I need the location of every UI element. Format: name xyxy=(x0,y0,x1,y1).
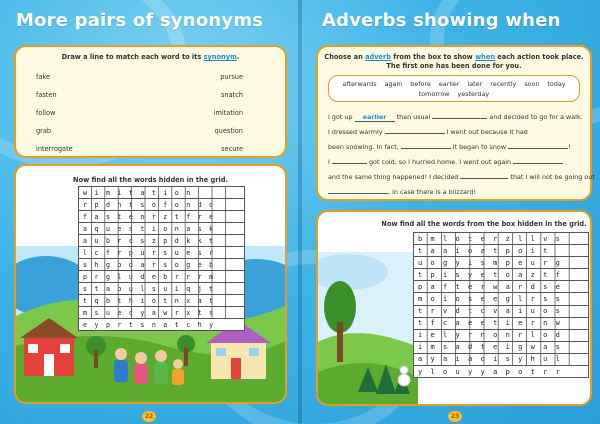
grid-row-letters[interactable]: eyprtsnatchy xyxy=(79,319,245,331)
word-box-item: soon xyxy=(524,80,540,88)
grid-row xyxy=(79,247,245,259)
adverb-word-box xyxy=(328,75,580,102)
grid-row xyxy=(79,235,245,247)
grid-row xyxy=(79,211,245,223)
grid-row xyxy=(79,187,245,199)
match-word[interactable]: follow xyxy=(36,109,56,117)
sentence-line: I got up earlier than usual and decided to go for a walk. xyxy=(328,113,583,121)
grid-row xyxy=(414,353,589,365)
grid-row xyxy=(414,269,589,281)
grid-row-letters[interactable]: tfcaeetiernw xyxy=(414,317,589,329)
sentence-line: and the same thing happened! I decided that I will not be going out xyxy=(328,173,595,181)
left-wordsearch-card xyxy=(14,164,287,404)
grid-row-letters[interactable]: taaioatpoit xyxy=(414,245,589,257)
right-grid-instruction: Now find all the words from the box hidden in the grid. xyxy=(381,220,587,228)
grid-row xyxy=(414,245,589,257)
grid-row xyxy=(79,319,245,331)
right-page-title: Adverbs showing when xyxy=(322,10,561,31)
match-word[interactable]: pursue xyxy=(220,73,243,81)
grid-row-letters[interactable]: ielyrnonrlod xyxy=(414,329,589,341)
word-box-item: tomorrow xyxy=(418,90,450,98)
right-wordsearch-card xyxy=(316,210,592,406)
example-answer: earlier xyxy=(362,113,387,121)
grid-row-letters[interactable]: prgludebrrrm xyxy=(79,271,245,283)
answer-blank[interactable] xyxy=(328,193,388,194)
grid-row xyxy=(79,307,245,319)
word-box-item: earlier xyxy=(438,80,460,88)
grid-row xyxy=(79,283,245,295)
synonym-card xyxy=(14,45,287,158)
match-word[interactable]: question xyxy=(214,127,243,135)
answer-blank[interactable] xyxy=(401,148,451,149)
grid-row xyxy=(414,317,589,329)
sentence-line: I got cold, so I hurried home. I went out again xyxy=(328,158,563,166)
match-word[interactable]: fake xyxy=(36,73,51,81)
match-word[interactable]: grab xyxy=(36,127,52,135)
grid-row xyxy=(414,366,589,378)
word-box-item: again xyxy=(384,80,403,88)
grid-row-letters[interactable]: trvdtcvaiuos xyxy=(414,305,589,317)
word-box-item: later xyxy=(467,80,483,88)
match-word[interactable]: snatch xyxy=(220,91,243,99)
match-word[interactable]: interrogate xyxy=(36,145,73,153)
word-box-item: before xyxy=(410,80,431,88)
grid-row xyxy=(79,295,245,307)
grid-row xyxy=(414,305,589,317)
left-word-grid xyxy=(78,186,245,331)
sentence-line: , in case there is a blizzard! xyxy=(328,188,476,196)
sentence-line: I dressed warmly I went out because it had xyxy=(328,128,528,136)
grid-row xyxy=(414,257,589,269)
match-word[interactable]: secure xyxy=(221,145,243,153)
grid-row xyxy=(79,259,245,271)
synonym-instruction: Draw a line to match each word to its synonym. xyxy=(61,53,240,61)
match-word[interactable]: fasten xyxy=(36,91,57,99)
grid-row-letters[interactable]: fastenrztfre xyxy=(79,211,245,223)
grid-row-letters[interactable]: lcfrpursuesr xyxy=(79,247,245,259)
grid-row-letters[interactable]: ayaiaoisyhul xyxy=(414,353,589,365)
word-box-item: yesterday xyxy=(457,90,490,98)
grid-row-letters[interactable]: staoulsuiqjt xyxy=(79,283,245,295)
grid-row xyxy=(414,341,589,353)
grid-row-letters[interactable]: shgodarsogeb xyxy=(79,259,245,271)
grid-row-letters[interactable]: tqbthiotnxat xyxy=(79,295,245,307)
word-box-item: today xyxy=(547,80,566,88)
left-page-number: 22 xyxy=(142,411,156,422)
grid-row-letters[interactable]: ylouyyapotrr xyxy=(414,366,589,378)
grid-row xyxy=(79,199,245,211)
grid-row-letters[interactable]: rpdntsofondo xyxy=(79,199,245,211)
grid-row-letters[interactable]: aubrcszpdkkt xyxy=(79,235,245,247)
answer-blank[interactable] xyxy=(432,118,487,119)
grid-row xyxy=(79,271,245,283)
sentence-line: been snowing. In fact, it began to snow ! xyxy=(328,143,571,151)
match-word[interactable]: imitation xyxy=(213,109,243,117)
answer-blank[interactable] xyxy=(332,163,367,164)
grid-row-letters[interactable]: pafterwardse xyxy=(414,281,589,293)
adverb-instruction: Choose an adverb from the box to show when each action took place. The first one has been done for you. xyxy=(324,53,584,70)
grid-row-letters[interactable]: uogyismpeurg xyxy=(414,257,589,269)
answer-blank[interactable] xyxy=(385,133,445,134)
word-box-item: recently xyxy=(490,80,517,88)
answer-blank[interactable] xyxy=(513,163,563,164)
grid-row xyxy=(79,223,245,235)
left-page-title: More pairs of synonyms xyxy=(16,10,264,31)
grid-row-letters[interactable]: aquestionask xyxy=(79,223,245,235)
adverb-card xyxy=(316,45,595,201)
word-box-row xyxy=(329,79,579,89)
grid-row-letters[interactable]: imsadteigwas xyxy=(414,341,589,353)
grid-row-letters[interactable]: msuecyawrxts xyxy=(79,307,245,319)
grid-row xyxy=(414,281,589,293)
right-page-number: 23 xyxy=(448,411,462,422)
answer-blank[interactable] xyxy=(460,178,508,179)
grid-row-letters[interactable]: moioseeglrss xyxy=(414,293,589,305)
grid-row-letters[interactable]: tpisyetoaztf xyxy=(414,269,589,281)
grid-row-letters[interactable]: bmloterzllvs xyxy=(414,233,589,245)
answer-blank[interactable] xyxy=(508,148,568,149)
grid-row xyxy=(414,329,589,341)
page-gutter xyxy=(298,0,302,424)
right-word-grid xyxy=(413,232,589,378)
grid-row-letters[interactable]: wimitation xyxy=(79,187,245,199)
grid-row xyxy=(414,293,589,305)
grid-row xyxy=(414,233,589,245)
word-box-item: afterwards xyxy=(342,80,377,88)
left-grid-instruction: Now find all the words hidden in the grid. xyxy=(73,176,228,184)
word-box-row xyxy=(329,89,579,99)
